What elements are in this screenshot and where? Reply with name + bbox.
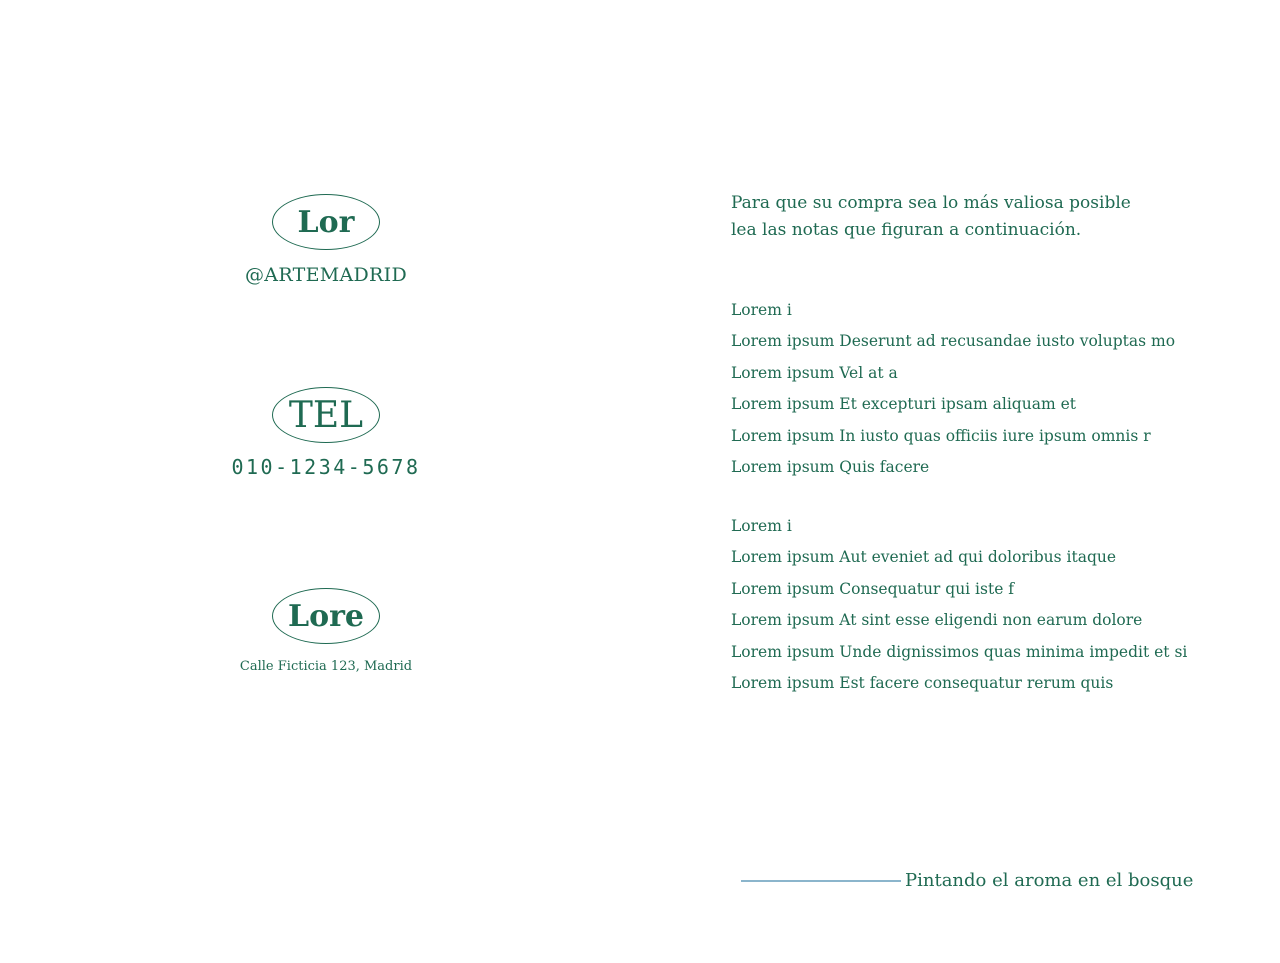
social-badge: Lor [272, 194, 380, 250]
footer-tagline [741, 870, 1193, 891]
intro-text [731, 190, 1231, 244]
list-item: Lorem ipsum In iusto quas officiis iure ipsum omnis r [731, 426, 1151, 445]
phone-number: 010-1234-5678 [231, 455, 421, 479]
list-item: Lorem i [731, 517, 792, 535]
list-item: Lorem ipsum At sint esse eligendi non earum dolore [731, 611, 1143, 630]
address-contact-block [196, 588, 456, 674]
phone-contact-block [196, 387, 456, 479]
address-text: Calle Ficticia 123, Madrid [239, 659, 413, 674]
list-item: Lorem ipsum Vel at a [731, 363, 898, 382]
intro-line-1: Para que su compra sea lo más valiosa posible [731, 193, 1131, 213]
list-item: Lorem ipsum Deserunt ad recusandae iusto voluptas mo [731, 332, 1176, 351]
list-item: Lorem ipsum Unde dignissimos quas minima impedit et si [731, 642, 1188, 661]
social-contact-block [196, 194, 456, 286]
list-item: Lorem i [731, 301, 792, 319]
notes-list-two [731, 511, 1251, 699]
notes-list-one [731, 295, 1251, 483]
list-item: Lorem ipsum Aut eveniet ad qui doloribus itaque [731, 548, 1117, 567]
address-badge: Lore [272, 588, 380, 644]
tagline-divider [741, 880, 901, 882]
intro-line-2: lea las notas que figuran a continuación. [731, 220, 1082, 240]
list-item: Lorem ipsum Quis facere [731, 457, 930, 476]
phone-badge: TEL [272, 387, 380, 443]
list-item: Lorem ipsum Et excepturi ipsam aliquam et [731, 395, 1076, 414]
list-item: Lorem ipsum Consequatur qui iste f [731, 579, 1015, 598]
tagline-text: Pintando el aroma en el bosque [905, 870, 1194, 891]
list-item: Lorem ipsum Est facere consequatur rerum quis [731, 673, 1114, 692]
social-handle: @ARTEMADRID [245, 264, 407, 286]
